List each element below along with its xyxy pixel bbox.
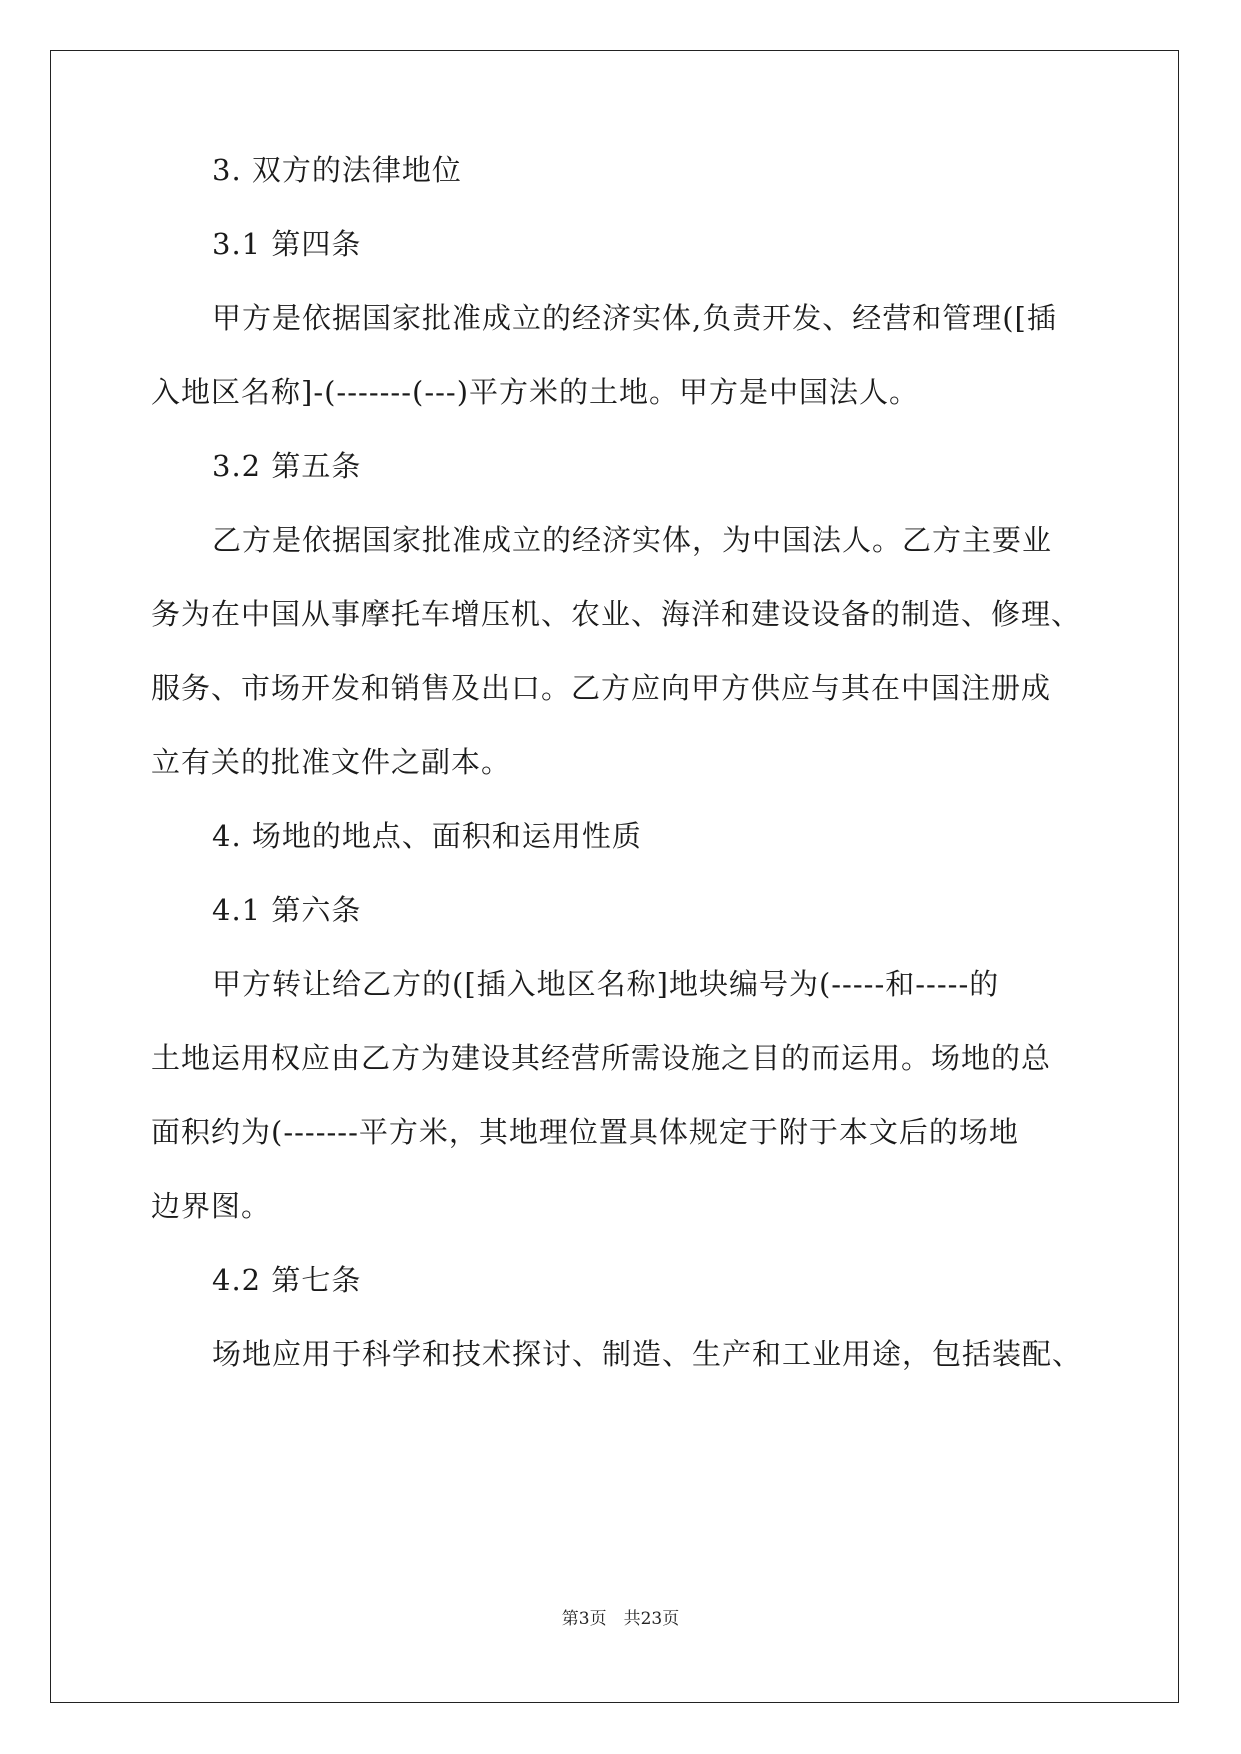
- article-heading-3-2: 3.2 第五条: [212, 449, 362, 483]
- paragraph-line: 甲方是依据国家批准成立的经济实体,负责开发、经营和管理([插: [212, 301, 1057, 335]
- paragraph-line: 入地区名称]-(-------(---)平方米的土地。甲方是中国法人。: [151, 375, 920, 409]
- article-heading-4-1: 4.1 第六条: [212, 893, 362, 927]
- paragraph-line: 立有关的批准文件之副本。: [151, 745, 512, 779]
- paragraph-line: 场地应用于科学和技术探讨、制造、生产和工业用途，包括装配、: [212, 1337, 1083, 1371]
- paragraph-line: 务为在中国从事摩托车增压机、农业、海洋和建设设备的制造、修理、: [151, 597, 1082, 631]
- paragraph-line: 乙方是依据国家批准成立的经济实体，为中国法人。乙方主要业: [212, 523, 1053, 557]
- section-heading-3: 3. 双方的法律地位: [212, 153, 462, 187]
- paragraph-line: 面积约为(-------平方米，其地理位置具体规定于附于本文后的场地: [151, 1115, 1019, 1149]
- paragraph-line: 甲方转让给乙方的([插入地区名称]地块编号为(-----和-----的: [212, 967, 1000, 1001]
- section-heading-4: 4. 场地的地点、面积和运用性质: [212, 819, 642, 853]
- article-heading-4-2: 4.2 第七条: [212, 1263, 362, 1297]
- paragraph-line: 服务、市场开发和销售及出口。乙方应向甲方供应与其在中国注册成: [151, 671, 1052, 705]
- paragraph-line: 边界图。: [151, 1189, 272, 1223]
- article-heading-3-1: 3.1 第四条: [212, 227, 362, 261]
- paragraph-line: 土地运用权应由乙方为建设其经营所需设施之目的而运用。场地的总: [151, 1041, 1052, 1075]
- page-number-footer: 第3页 共23页: [561, 1609, 680, 1629]
